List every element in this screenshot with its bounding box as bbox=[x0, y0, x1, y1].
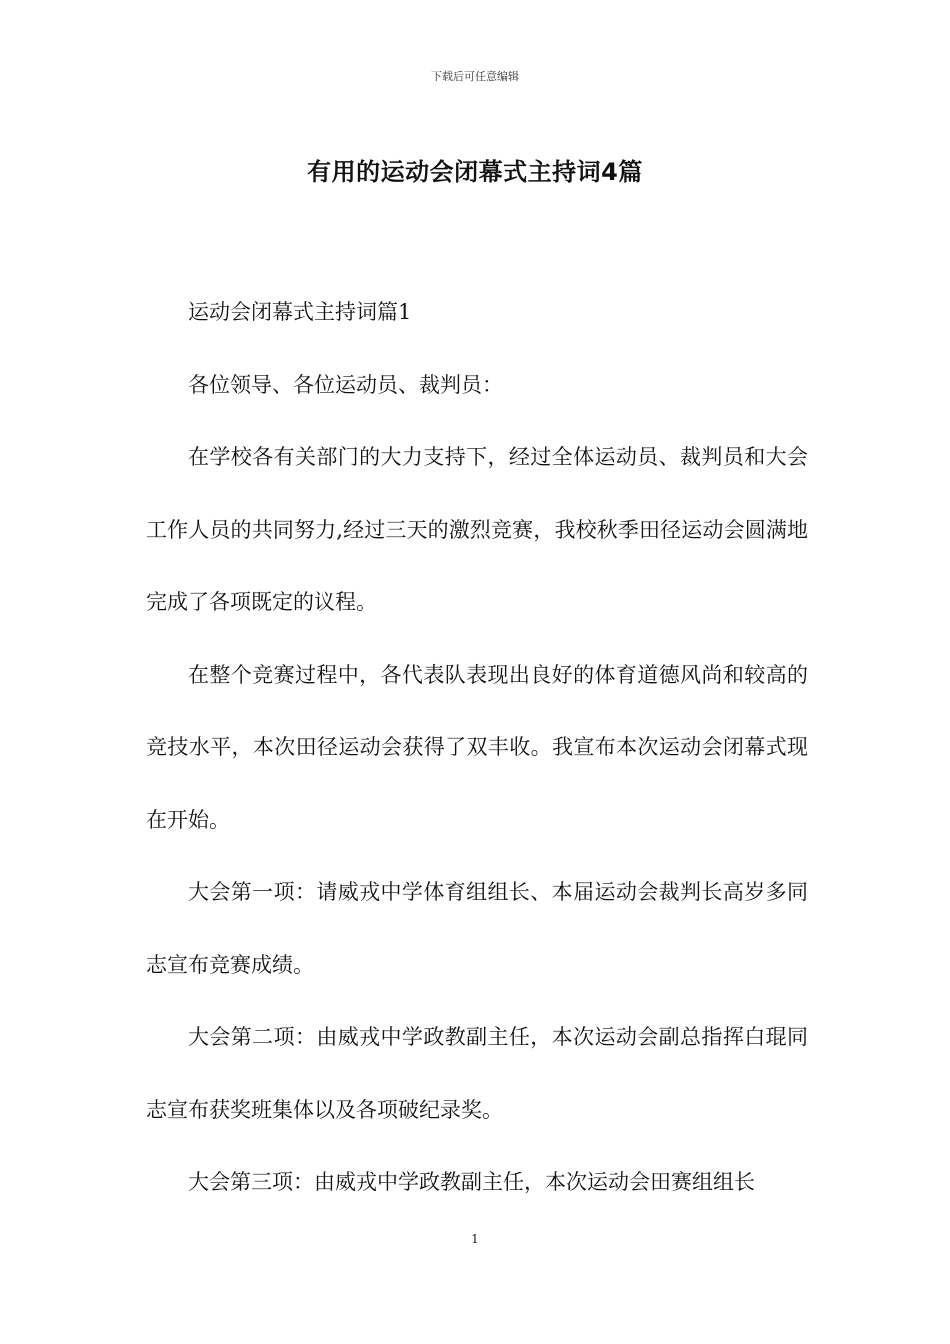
paragraph-section-heading: 运动会闭幕式主持词篇1 bbox=[188, 300, 412, 324]
paragraph: 大会第二项：由威戎中学政教副主任，本次运动会副总指挥白琨同志宣布获奖班集体以及各项破纪录奖。 bbox=[146, 1025, 808, 1122]
page-number: 1 bbox=[471, 1232, 479, 1246]
paragraph: 大会第一项：请威戎中学体育组组长、本届运动会裁判长高岁多同志宣布竞赛成绩。 bbox=[146, 880, 808, 977]
header-note: 下载后可任意编辑 bbox=[431, 70, 519, 83]
document-title: 有用的运动会闭幕式主持词4篇 bbox=[307, 158, 643, 186]
paragraph: 在学校各有关部门的大力支持下，经过全体运动员、裁判员和大会工作人员的共同努力,经过三天的激烈竞赛，我校秋季田径运动会圆满地完成了各项既定的议程。 bbox=[146, 445, 808, 614]
paragraph: 大会第三项：由威戎中学政教副主任，本次运动会田赛组组长 bbox=[188, 1170, 755, 1194]
paragraph-salutation: 各位领导、各位运动员、裁判员： bbox=[188, 372, 503, 397]
document-body bbox=[146, 276, 808, 1219]
paragraph: 在整个竞赛过程中，各代表队表现出良好的体育道德风尚和较高的竞技水平，本次田径运动会获得了双丰收。我宣布本次运动会闭幕式现在开始。 bbox=[146, 662, 808, 832]
